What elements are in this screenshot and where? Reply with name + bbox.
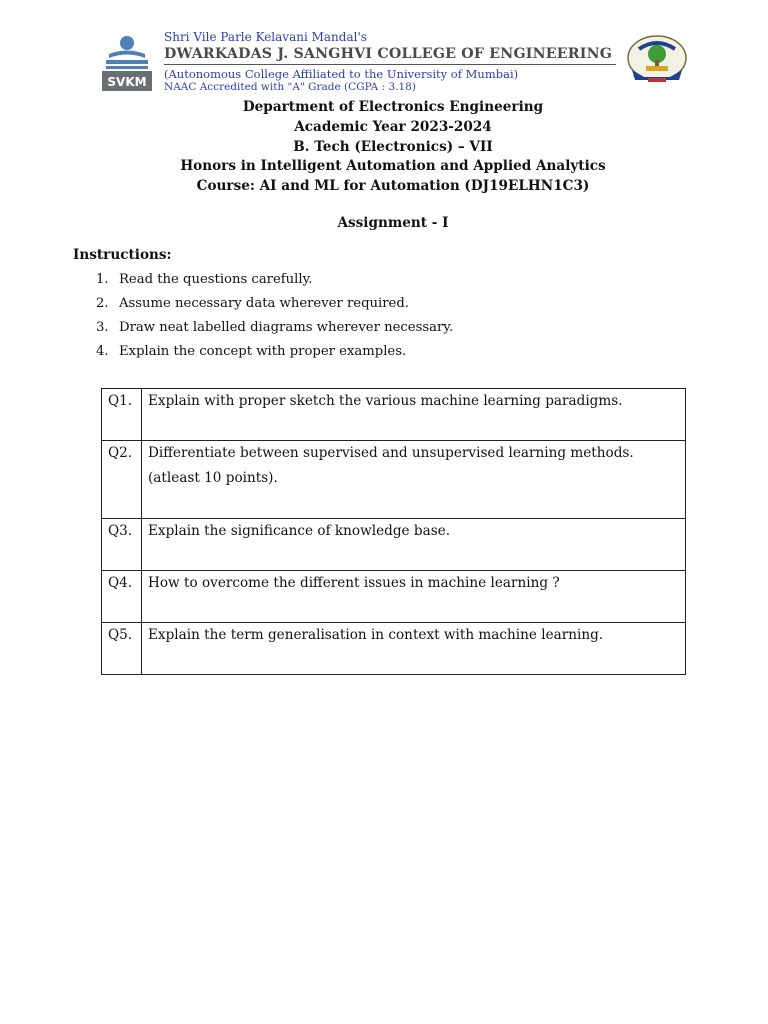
- program-title: B. Tech (Electronics) – VII: [293, 138, 493, 155]
- question-number: Q1.: [102, 389, 142, 441]
- question-text: Explain with proper sketch the various machine learning paradigms.: [142, 389, 686, 441]
- table-row: [102, 571, 686, 623]
- assignment-title: Assignment - I: [337, 215, 449, 231]
- question-number: Q4.: [102, 571, 142, 623]
- table-row: [102, 519, 686, 571]
- course-title: Course: AI and ML for Automation (DJ19ELHN1C3): [196, 178, 590, 195]
- naac-accreditation: NAAC Accredited with "A" Grade (CGPA : 3.18): [164, 81, 416, 93]
- honors-title: Honors in Intelligent Automation and Applied Analytics: [180, 158, 606, 175]
- list-item: 4. Explain the concept with proper examples.: [96, 344, 407, 359]
- svkm-logo-icon: [100, 34, 154, 92]
- instructions-heading: Instructions:: [73, 247, 172, 263]
- college-emblem-icon: [626, 34, 688, 86]
- trust-name: Shri Vile Parle Kelavani Mandal's: [164, 30, 367, 44]
- list-item: 1. Read the questions carefully.: [96, 272, 313, 287]
- letterhead: [100, 30, 690, 100]
- list-item: 3. Draw neat labelled diagrams wherever necessary.: [96, 320, 454, 335]
- question-text: How to overcome the different issues in machine learning ?: [142, 571, 686, 623]
- question-number: Q2.: [102, 441, 142, 519]
- question-text: Explain the term generalisation in context with machine learning.: [142, 623, 686, 675]
- question-text: Differentiate between supervised and unsupervised learning methods. (atleast 10 points).: [142, 441, 686, 519]
- question-text: Explain the significance of knowledge base.: [142, 519, 686, 571]
- letterhead-text: [164, 30, 616, 94]
- questions-table: [101, 388, 686, 675]
- title-block: [0, 98, 768, 197]
- college-name: DWARKADAS J. SANGHVI COLLEGE OF ENGINEERING: [164, 45, 616, 65]
- table-row: [102, 441, 686, 519]
- question-number: Q3.: [102, 519, 142, 571]
- list-item: 2. Assume necessary data wherever required.: [96, 296, 409, 311]
- table-row: [102, 623, 686, 675]
- question-number: Q5.: [102, 623, 142, 675]
- academic-year: Academic Year 2023-2024: [294, 118, 492, 135]
- affiliation: (Autonomous College Affiliated to the University of Mumbai): [164, 67, 519, 81]
- department-title: Department of Electronics Engineering: [242, 99, 544, 115]
- table-row: [102, 389, 686, 441]
- logo-text: SVKM: [107, 75, 147, 89]
- instructions-list: [96, 268, 453, 364]
